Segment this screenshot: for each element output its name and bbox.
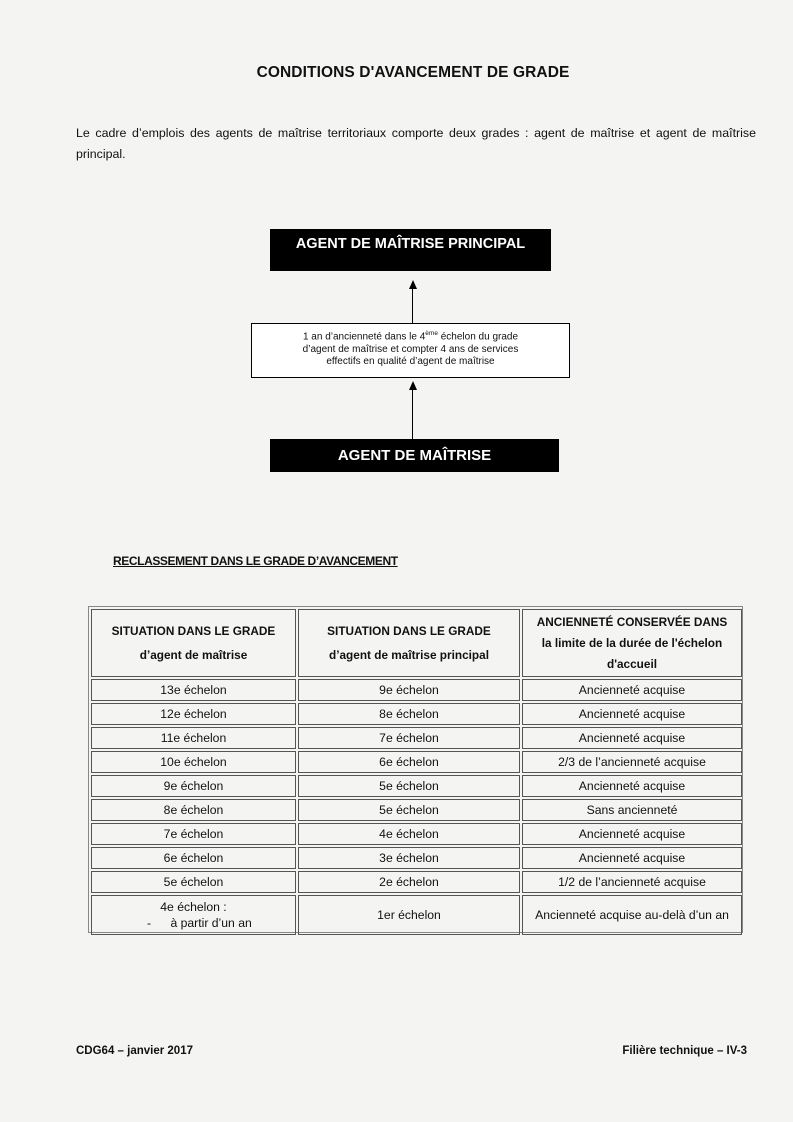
header-text: d'accueil (606, 656, 658, 671)
grade-label-agent: AGENT DE MAÎTRISE (337, 447, 492, 464)
page-title: CONDITIONS D'AVANCEMENT DE GRADE (256, 64, 570, 81)
footer-left: CDG64 – janvier 2017 (76, 1045, 193, 1057)
table-header-row (91, 609, 742, 677)
cell-from (91, 895, 296, 935)
arrow-up-icon (409, 381, 417, 390)
header-text: SITUATION DANS LE GRADE (327, 624, 491, 638)
arrow-up-icon (409, 280, 417, 289)
table-row (91, 703, 742, 725)
header-text: d’agent de maîtrise principal (329, 648, 489, 662)
cell-bullet-line (92, 915, 295, 931)
condition-text: 1 an d’ancienneté dans le 4 (302, 331, 426, 343)
cell-from: 5e échelon (91, 871, 296, 893)
section-subtitle: RECLASSEMENT DANS LE GRADE D’AVANCEMENT (113, 554, 398, 568)
cell-text: à partir d’un an (170, 916, 252, 930)
cell-seniority: Ancienneté acquise (522, 727, 742, 749)
table-row (91, 847, 742, 869)
cell-to: 7e échelon (298, 727, 520, 749)
header-text: SITUATION DANS LE GRADE (111, 624, 276, 638)
grade-box-agent (270, 439, 559, 472)
cell-from: 11e échelon (91, 727, 296, 749)
header-text: la limite de la durée de l'échelon (541, 635, 723, 650)
intro-paragraph: Le cadre d’emplois des agents de maîtrise territoriaux comporte deux grades : agent de maîtrise et agent de maîtrise principal. (76, 126, 756, 161)
cell-to: 1er échelon (298, 895, 520, 935)
table-row (91, 799, 742, 821)
table-row (91, 823, 742, 845)
cell-from: 6e échelon (91, 847, 296, 869)
table-row (91, 727, 742, 749)
cell-to: 3e échelon (298, 847, 520, 869)
footer-right: Filière technique – IV-3 (622, 1045, 747, 1057)
table-row (91, 679, 742, 701)
cell-to: 8e échelon (298, 703, 520, 725)
cell-seniority: 2/3 de l’ancienneté acquise (522, 751, 742, 773)
cell-to: 5e échelon (298, 799, 520, 821)
grade-box-principal (270, 229, 551, 271)
cell-from: 10e échelon (91, 751, 296, 773)
table-row (91, 871, 742, 893)
cell-from: 12e échelon (91, 703, 296, 725)
column-header-from (91, 609, 296, 677)
cell-from: 9e échelon (91, 775, 296, 797)
condition-line-3: effectifs en qualité d’agent de maîtrise (326, 356, 495, 368)
cell-from: 8e échelon (91, 799, 296, 821)
condition-line-1 (252, 328, 569, 344)
cell-to: 6e échelon (298, 751, 520, 773)
arrow-line (412, 389, 413, 439)
cell-to: 2e échelon (298, 871, 520, 893)
cell-seniority: Ancienneté acquise (522, 823, 742, 845)
cell-from: 7e échelon (91, 823, 296, 845)
promotion-condition-box (251, 323, 570, 378)
table-row (91, 895, 742, 935)
cell-seniority: Sans ancienneté (522, 799, 742, 821)
header-text: ANCIENNETÉ CONSERVÉE DANS (536, 614, 728, 629)
column-header-seniority (522, 609, 742, 677)
column-header-to (298, 609, 520, 677)
cell-text: 4e échelon : (160, 900, 227, 914)
condition-line-2: d’agent de maîtrise et compter 4 ans de services (302, 343, 519, 355)
cell-to: 5e échelon (298, 775, 520, 797)
cell-from: 13e échelon (91, 679, 296, 701)
cell-to: 4e échelon (298, 823, 520, 845)
condition-text: échelon du grade (437, 331, 519, 343)
header-text: d’agent de maîtrise (139, 648, 248, 662)
cell-seniority: Ancienneté acquise (522, 847, 742, 869)
condition-sup: ème (425, 330, 438, 337)
cell-seniority: Ancienneté acquise (522, 775, 742, 797)
cell-seniority: Ancienneté acquise au-delà d’un an (522, 895, 742, 935)
reclassement-table-frame (88, 606, 743, 933)
bullet: - (147, 916, 152, 930)
cell-seniority: Ancienneté acquise (522, 679, 742, 701)
table-row (91, 775, 742, 797)
arrow-line (412, 288, 413, 323)
table-row (91, 751, 742, 773)
cell-seniority: 1/2 de l’ancienneté acquise (522, 871, 742, 893)
reclassement-table (89, 607, 744, 937)
cell-to: 9e échelon (298, 679, 520, 701)
grade-label-principal: AGENT DE MAÎTRISE PRINCIPAL (295, 236, 526, 252)
cell-seniority: Ancienneté acquise (522, 703, 742, 725)
